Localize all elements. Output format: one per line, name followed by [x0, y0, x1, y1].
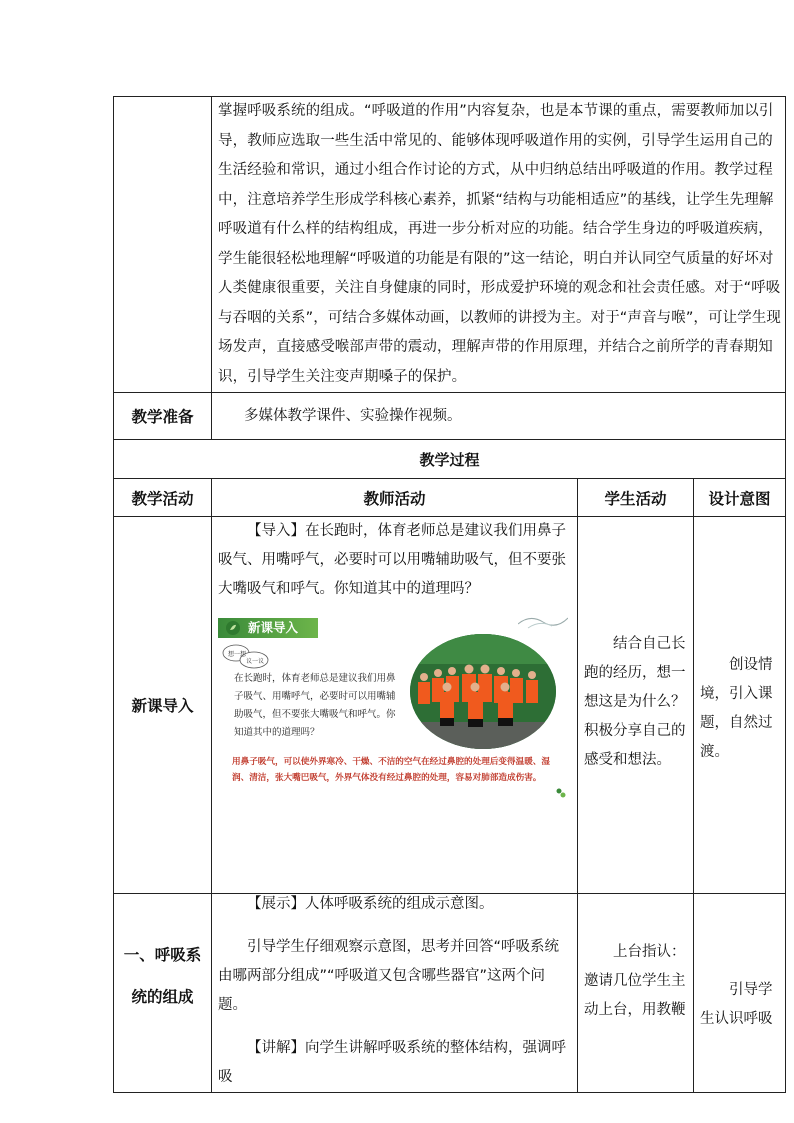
analysis-label-cell	[114, 97, 212, 393]
teacher-p3-text: 向学生讲解呼吸系统的整体结构，强调呼吸	[218, 1040, 566, 1085]
prep-text: 多媒体教学课件、实验操作视频。	[244, 407, 462, 424]
activity-label: 新课导入	[114, 517, 212, 894]
header-intent: 设计意图	[694, 479, 786, 517]
slide-question: 在长跑时，体育老师总是建议我们用鼻子吸气、用嘴呼气，必要时可以用嘴辅助吸气，但不要张大嘴吸气和呼气。你知道其中的道理吗？	[234, 673, 396, 738]
intent-text: 引导学生认识呼吸	[700, 982, 773, 1027]
teacher-p3	[212, 1034, 577, 1092]
runners-photo	[410, 634, 556, 749]
bubble-text-1: 想一想	[228, 651, 247, 658]
header-row	[114, 479, 786, 517]
process-title: 教学过程	[114, 440, 786, 479]
bubble-text-2: 议一议	[246, 658, 265, 665]
slide-title: 新课导入	[218, 618, 318, 638]
teacher-p1-text: 人体呼吸系统的组成示意图。	[305, 896, 494, 912]
analysis-paragraph: 掌握呼吸系统的组成。“呼吸道的作用”内容复杂，也是本节课的重点，需要教师加以引导，教师应选取一些生活中常见的、能够体现呼吸道作用的实例，引导学生运用自己的生活经验和常识，通过小组合作讨论的方式，从中归纳总结出呼吸道的作用。教学过程中，注意培养学生形成学科核心素养，抓紧“结构与功能相适应”的基线，让学生先理解呼吸道有什么样的结构组成，再进一步分析对应的功能。结合学生身边的呼吸道疾病，学生能很轻松地理解“呼吸道的功能是有限的”这一结论，明白并认同空气质量的好坏对人类健康很重要，关注自身健康的同时，形成爱护环境的观念和社会责任感。对于“呼吸与吞咽的关系”，可结合多媒体动画，以教师的讲授为主。对于“声音与喉”，可让学生现场发声，直接感受喉部声带的震动，理解声带的作用原理，并结合之前所学的青春期知识，引导学生关注变声期嗓子的保护。	[218, 103, 782, 385]
teacher-tag: 【讲解】	[247, 1040, 305, 1056]
leaf-icon	[226, 621, 240, 635]
intent-cell	[694, 894, 786, 1093]
teacher-tag: 【导入】	[247, 523, 305, 539]
slide-answer: 用鼻子吸气，可以使外界寒冷、干燥、不洁的空气在经过鼻腔的处理后变得温暖、湿润、清洁，张大嘴巴吸气，外界气体没有经过鼻腔的处理，容易对肺部造成伤害。	[232, 757, 550, 783]
activity-label: 一、呼吸系统的组成	[123, 946, 202, 1006]
teacher-cell	[212, 894, 578, 1093]
intent-text: 创设情境，引入课题，自然过渡。	[700, 657, 773, 760]
student-text: 结合自己长跑的经历，想一想这是为什么？积极分享自己的感受和想法。	[584, 635, 686, 768]
teacher-tag: 【展示】	[247, 896, 305, 912]
prep-cell	[212, 393, 786, 440]
process-title-row	[114, 440, 786, 479]
student-text: 上台指认：邀请几位学生主动上台，用教鞭	[584, 944, 686, 1018]
think-bubble-icon	[222, 642, 272, 670]
wave-decoration-icon	[518, 612, 568, 632]
analysis-row	[114, 97, 786, 393]
student-cell	[578, 517, 694, 894]
lesson-plan-table	[113, 96, 786, 1093]
corner-logo-icon	[556, 788, 566, 798]
teacher-intro	[212, 517, 577, 604]
intent-cell	[694, 517, 786, 894]
teacher-p1	[212, 890, 577, 919]
header-teacher: 教师活动	[212, 479, 578, 517]
student-cell	[578, 894, 694, 1093]
analysis-cell	[212, 97, 786, 393]
prep-row	[114, 393, 786, 440]
activity-label-cell	[114, 894, 212, 1093]
intro-slide-image	[218, 612, 568, 817]
teacher-p2: 引导学生仔细观察示意图，思考并回答“呼吸系统由哪两部分组成”“呼吸道又包含哪些器官”这两个问题。	[218, 939, 560, 1013]
header-activity: 教学活动	[114, 479, 212, 517]
prep-label: 教学准备	[114, 393, 212, 440]
table-row	[114, 894, 786, 1093]
teacher-text: 在长跑时，体育老师总是建议我们用鼻子吸气、用嘴呼气，必要时可以用嘴辅助吸气，但不要张大嘴吸气和呼气。你知道其中的道理吗？	[218, 523, 566, 597]
header-student: 学生活动	[578, 479, 694, 517]
table-row	[114, 517, 786, 894]
teacher-cell	[212, 517, 578, 894]
